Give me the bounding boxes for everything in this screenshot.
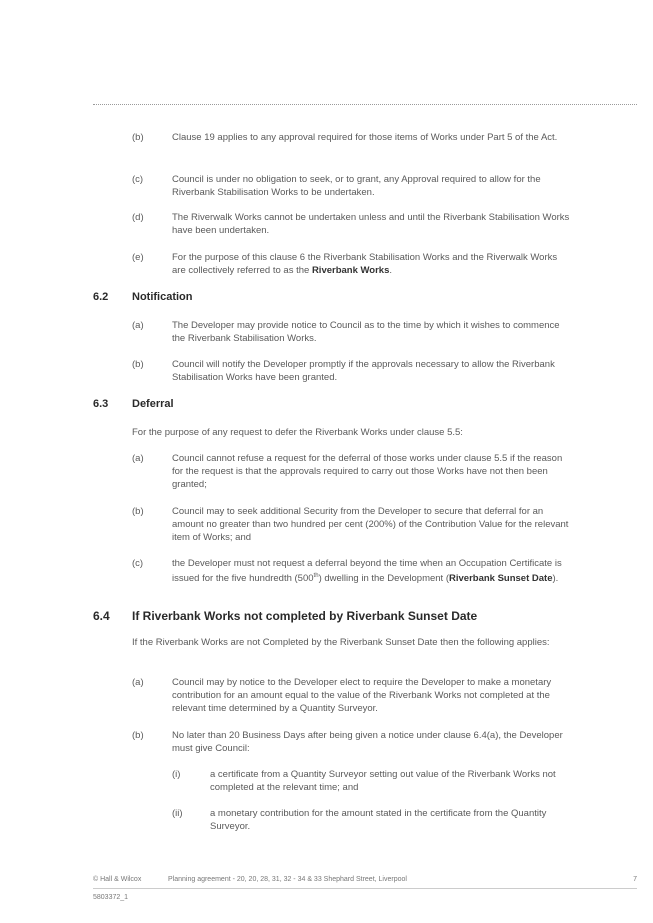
item-label: (b)	[132, 730, 144, 741]
section-intro: If the Riverbank Works are not Completed by the Riverbank Sunset Date then the following applies:	[132, 637, 550, 648]
item-label: (c)	[132, 174, 144, 185]
clause-text: Clause 19 applies to any approval required for those items of Works under Part 5 of the Act.	[172, 132, 558, 143]
subitem-label: (ii)	[172, 808, 183, 819]
defined-term: Riverbank Works	[311, 265, 390, 276]
section-intro: For the purpose of any request to defer the Riverbank Works under clause 5.5:	[132, 427, 463, 438]
footer-page-number: 7	[633, 876, 637, 883]
section-title: If Riverbank Works not completed by Riverbank Sunset Date	[132, 609, 478, 623]
clause-text: No later than 20 Business Days after being given a notice under clause 6.4(a), the Developer must give Council:	[172, 730, 563, 754]
item-label: (e)	[132, 252, 144, 263]
item-label: (a)	[132, 453, 144, 464]
clause-text: Council may to seek additional Security from the Developer to secure that deferral for an amount no greater than two hundred per cent (200%) of the Contribution Value for the relevant item of Works; and	[172, 506, 569, 543]
footer-copyright: © Hall & Wilcox	[93, 876, 142, 883]
footer-doc-ref: 5803372_1	[93, 894, 129, 901]
item-label: (a)	[132, 677, 144, 688]
item-label: (d)	[132, 212, 144, 223]
item-label: (a)	[132, 320, 144, 331]
clause-text: Council will notify the Developer promptly if the approvals necessary to allow the Riverbank Stabilisation Works have been granted.	[172, 359, 555, 383]
section-number: 6.4	[93, 609, 110, 623]
section-title: Deferral	[132, 398, 174, 410]
subclause-text: a monetary contribution for the amount stated in the certificate from the Quantity Surveyor.	[210, 808, 547, 832]
section-number: 6.2	[93, 291, 109, 303]
footer-document-title: Planning agreement - 20, 20, 28, 31, 32 - 34 & 33 Shephard Street, Liverpool	[168, 876, 407, 883]
item-label: (b)	[132, 506, 144, 517]
subitem-label: (i)	[172, 769, 181, 780]
clause-text: For the purpose of this clause 6 the Riverbank Stabilisation Works and the Riverwalk Works are collectively referred to as the Riverbank Works.	[172, 252, 558, 276]
clause-text: Council cannot refuse a request for the deferral of those works under clause 5.5 if the reason for the request is that the approvals required to carry out those Works have not then been granted;	[172, 453, 563, 490]
footer-rule	[93, 888, 637, 889]
clause-text: the Developer must not request a deferral beyond the time when an Occupation Certificate is issued for the five hundredth (500th) dwelling in the Development (Riverbank Sunset Date).	[172, 558, 562, 585]
section-title: Notification	[132, 291, 193, 303]
subclause-text: a certificate from a Quantity Surveyor setting out value of the Riverbank Works not completed at the relevant time; and	[210, 769, 556, 793]
section-number: 6.3	[93, 398, 109, 410]
item-label: (b)	[132, 132, 144, 143]
defined-term: Riverbank Sunset Date	[449, 573, 553, 585]
header-rule	[93, 104, 637, 105]
item-label: (c)	[132, 558, 144, 569]
clause-text: The Developer may provide notice to Council as to the time by which it wishes to commence the Riverbank Stabilisation Works.	[172, 320, 560, 344]
clause-text: The Riverwalk Works cannot be undertaken unless and until the Riverbank Stabilisation Works have been undertaken.	[172, 212, 570, 236]
clause-text: Council may by notice to the Developer elect to require the Developer to make a monetary contribution for an amount equal to the value of the Riverbank Works not completed at the relevant time determined by a Quantity Surveyor.	[172, 677, 552, 714]
clause-text: Council is under no obligation to seek, or to grant, any Approval required to allow for the Riverbank Stabilisation Works to be undertaken.	[172, 174, 541, 198]
item-label: (b)	[132, 359, 144, 370]
